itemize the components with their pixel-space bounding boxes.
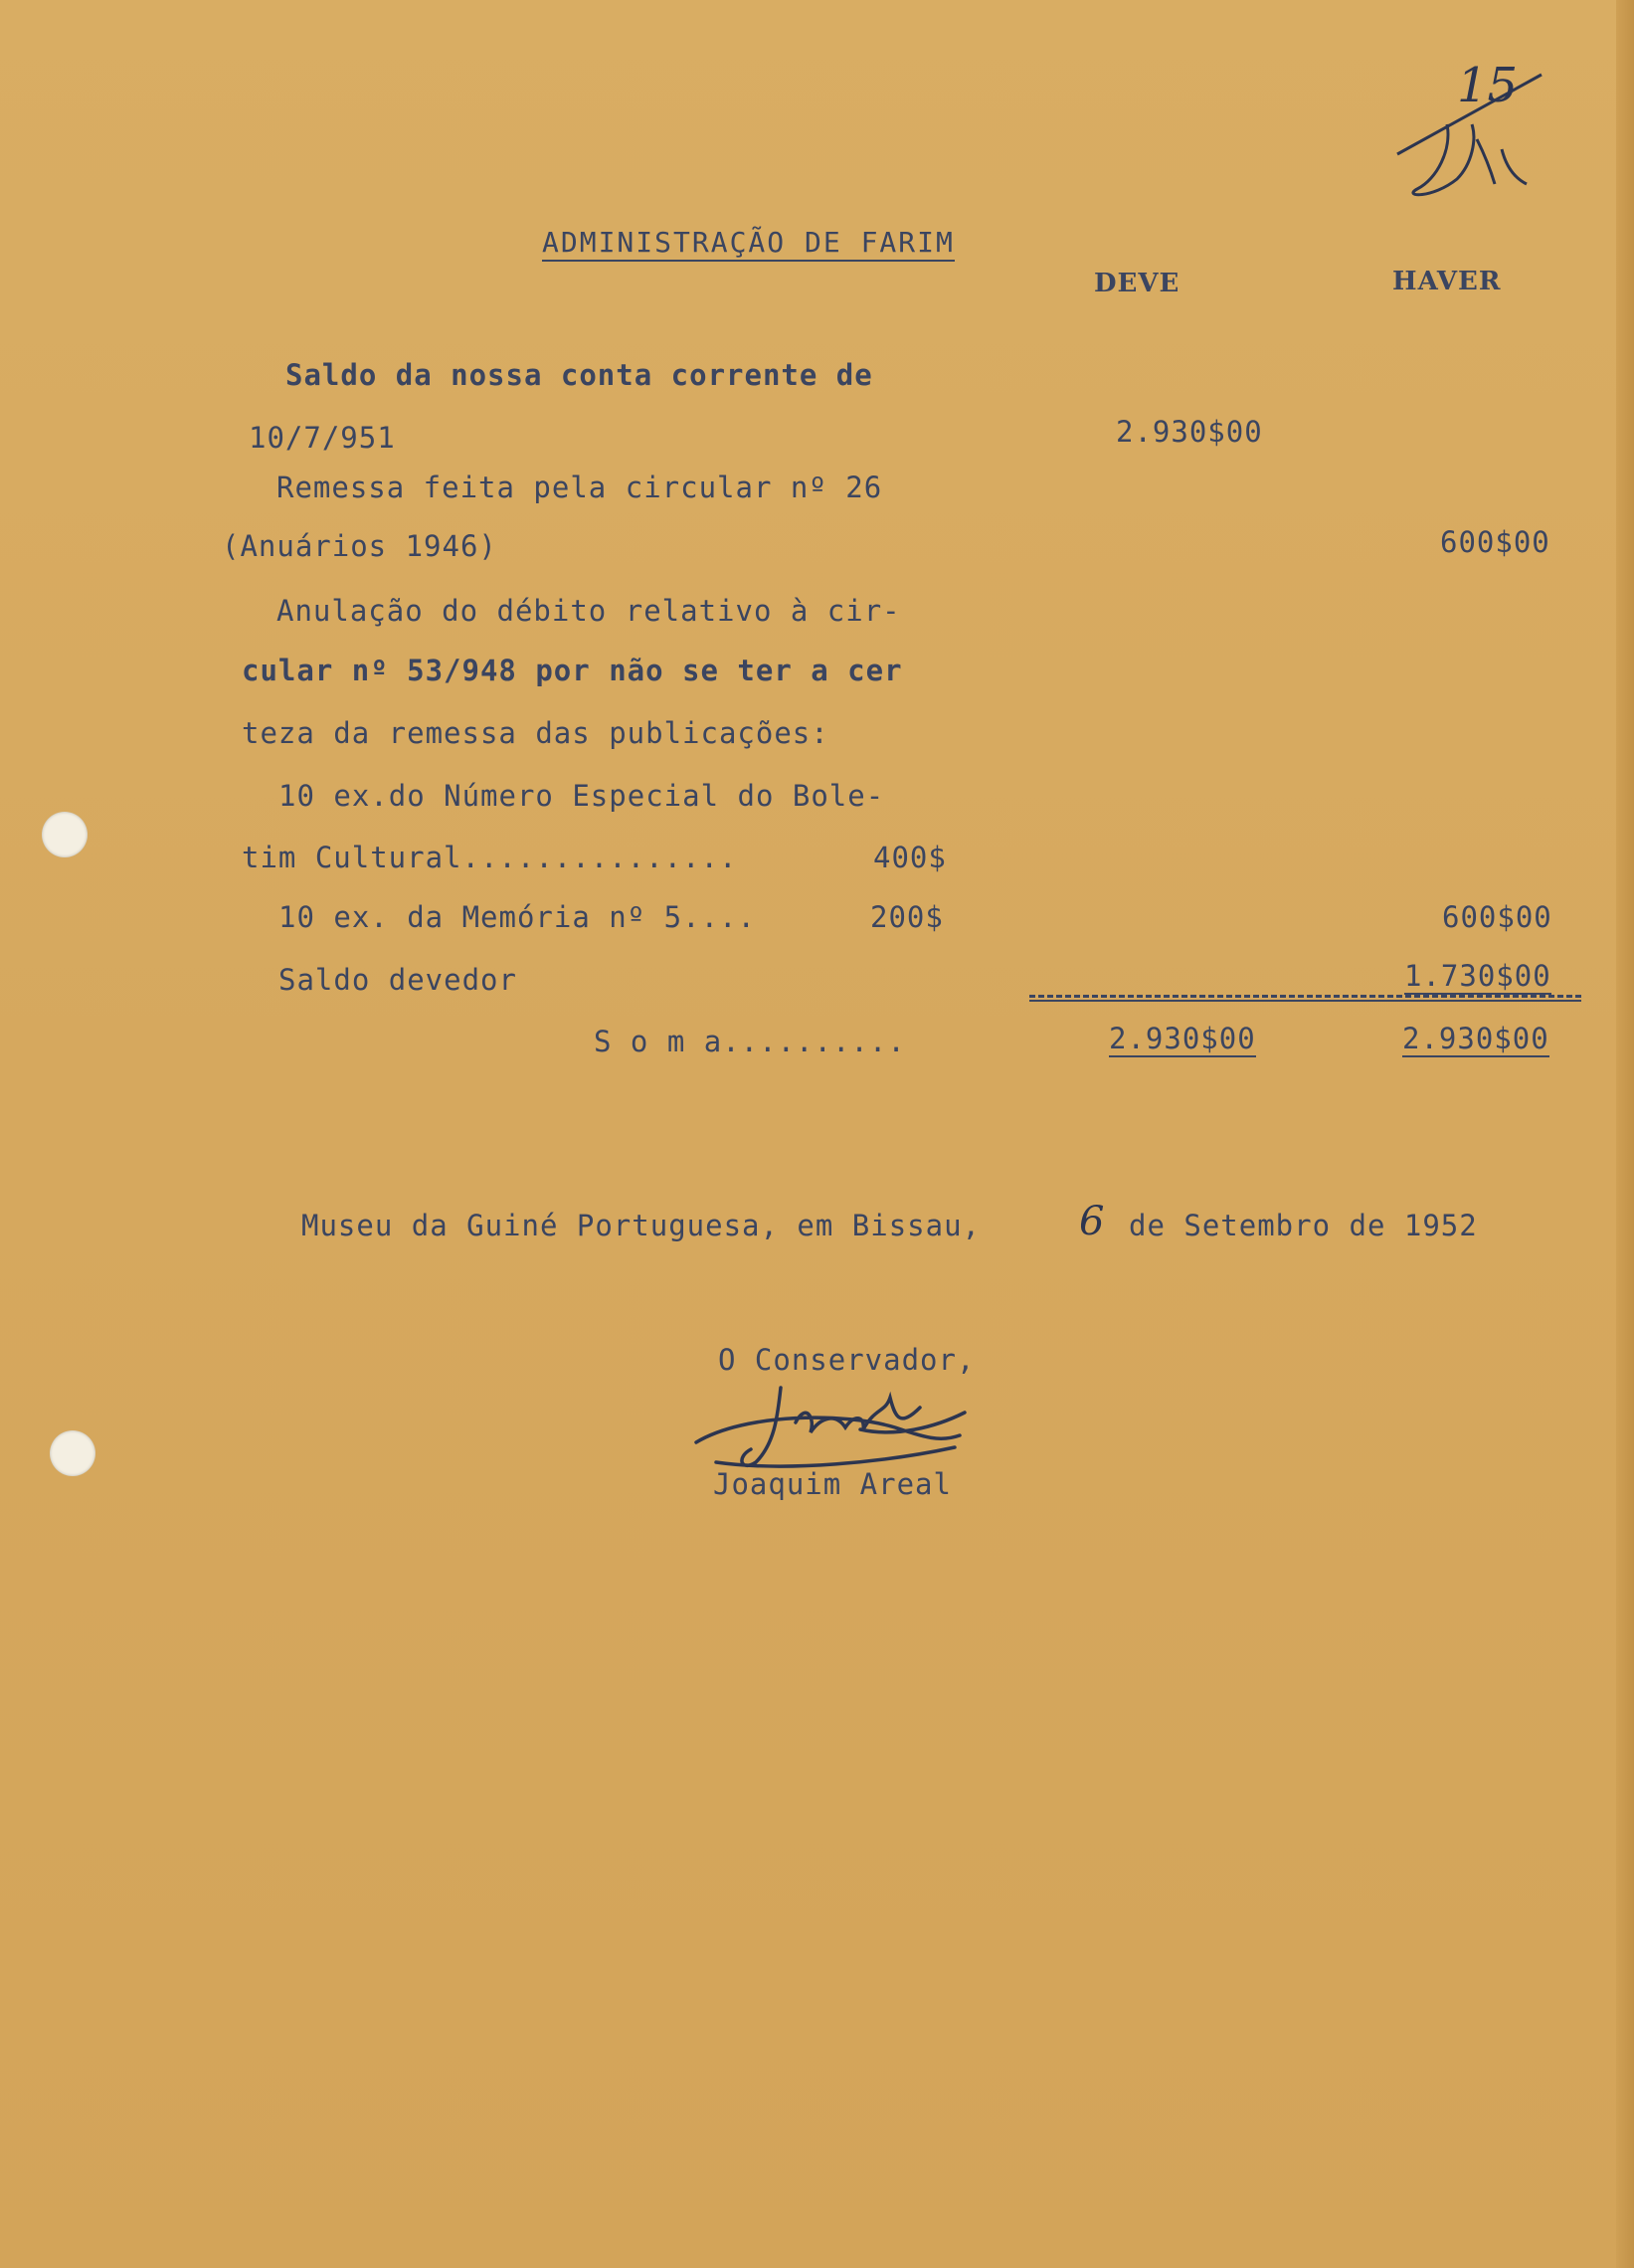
footer-date: de Setembro de 1952	[1129, 1209, 1478, 1242]
footer-place: Museu da Guiné Portuguesa, em Bissau,	[301, 1209, 982, 1242]
entry-line-2: 10/7/951	[249, 421, 396, 455]
svg-text:15: 15	[1457, 58, 1519, 113]
entry-amount-200: 200$	[870, 900, 944, 934]
entry-line-3: Remessa feita pela circular nº 26	[276, 471, 883, 504]
soma-deve: 2.930$00	[1109, 1022, 1256, 1055]
entry-line-7: teza da remessa das publicações:	[242, 716, 829, 750]
paper-edge	[1616, 0, 1634, 2268]
soma-label: S o m a..........	[594, 1025, 906, 1058]
punch-hole-bottom	[50, 1430, 95, 1476]
signatory-role: O Conservador,	[718, 1343, 976, 1377]
soma-haver: 2.930$00	[1402, 1022, 1549, 1055]
punch-hole-top	[42, 812, 88, 857]
entry-line-1: Saldo da nossa conta corrente de	[285, 358, 873, 392]
entry-line-5: Anulação do débito relativo à cir-	[276, 594, 901, 628]
haver-remessa: 600$00	[1440, 525, 1550, 559]
entry-line-4: (Anuários 1946)	[222, 529, 497, 563]
total-rule-solid	[1029, 1000, 1581, 1002]
column-header-haver: HAVER	[1392, 267, 1502, 296]
deve-opening-balance: 2.930$00	[1116, 415, 1263, 449]
signatory-name: Joaquim Areal	[713, 1467, 952, 1501]
haver-saldo-devedor: 1.730$00	[1404, 959, 1551, 993]
entry-line-8: 10 ex.do Número Especial do Bole-	[278, 779, 885, 813]
total-rule-dashed	[1029, 995, 1581, 998]
entry-line-11: Saldo devedor	[278, 963, 517, 997]
footer-day: 6	[1079, 1199, 1106, 1244]
document-title: ADMINISTRAÇÃO DE FARIM	[542, 226, 955, 262]
haver-anulacao: 600$00	[1442, 900, 1552, 934]
column-header-deve: DEVE	[1094, 269, 1180, 298]
entry-amount-400: 400$	[873, 841, 947, 874]
entry-line-9: tim Cultural...............	[242, 841, 738, 874]
folio-mark	[1377, 30, 1566, 213]
entry-line-6: cular nº 53/948 por não se ter a cer	[242, 654, 903, 687]
entry-line-10: 10 ex. da Memória nº 5....	[278, 900, 756, 934]
